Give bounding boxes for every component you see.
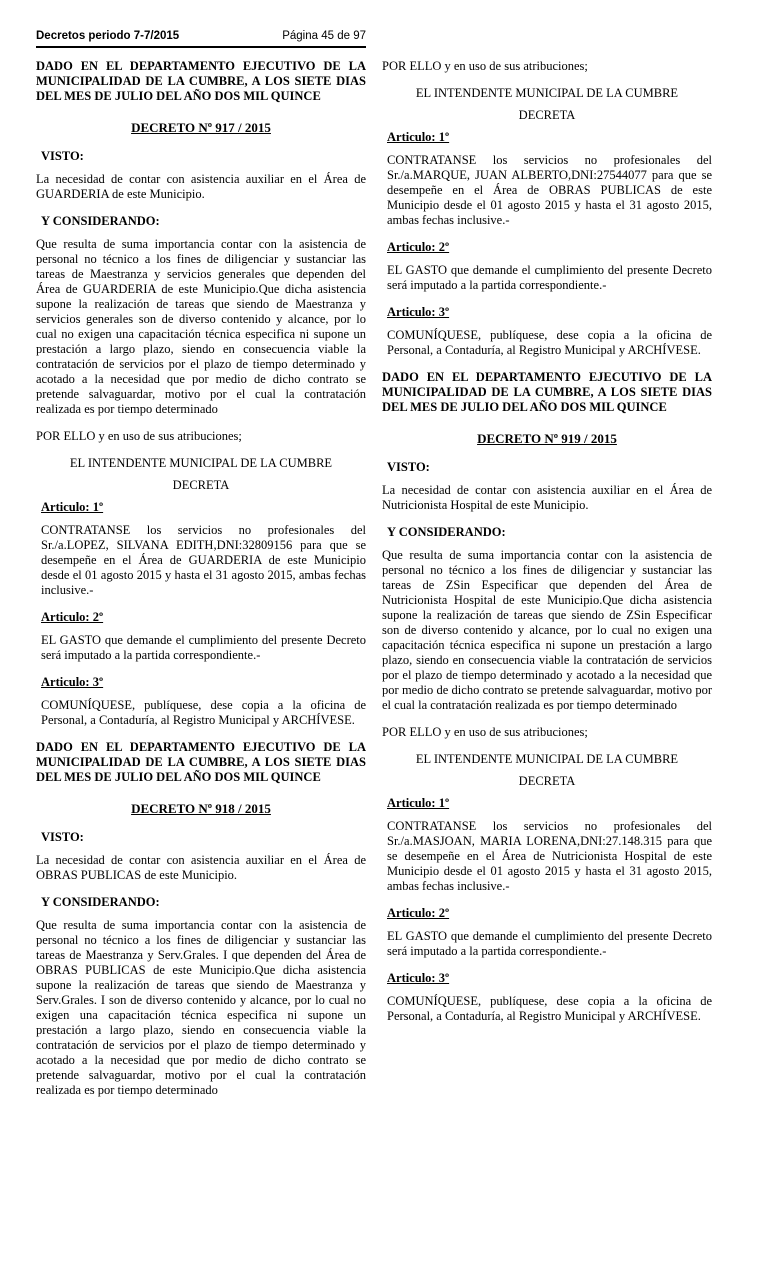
paragraph: CONTRATANSE los servicios no profesionales del Sr./a.LOPEZ, SILVANA EDITH,DNI:32809156 para que se desempeñe en el Área de GUARDERIA de este Municipio desde el 01 agosto 2015 y hasta el 31 agosto 2015, ambas fechas inclusive.- — [41, 523, 366, 597]
paragraph: EL GASTO que demande el cumplimiento del presente Decreto será imputado a la partida correspondiente.- — [41, 633, 366, 662]
paragraph: COMUNÍQUESE, publíquese, dese copia a la oficina de Personal, a Contaduría, al Registro Municipal y ARCHÍVESE. — [387, 328, 712, 357]
article-heading: Articulo: 3º — [387, 305, 450, 319]
article-heading: Articulo: 3º — [41, 675, 104, 689]
issuance-clause: DADO EN EL DEPARTAMENTO EJECUTIVO DE LA MUNICIPALIDAD DE LA CUMBRE, A LOS SIETE DIAS DEL MES DE JULIO DEL AÑO DOS MIL QUINCE — [36, 740, 366, 784]
section-label: VISTO: — [41, 149, 84, 163]
article-heading: Articulo: 2º — [41, 610, 104, 624]
paragraph: CONTRATANSE los servicios no profesionales del Sr./a.MARQUE, JUAN ALBERTO,DNI:27544077 para que se desempeñe en el Área de OBRAS PUBLICAS de este Municipio desde el 01 agosto 2015 y hasta el 31 agosto 2015, ambas fechas inclusive.- — [387, 153, 712, 227]
paragraph: EL GASTO que demande el cumplimiento del presente Decreto será imputado a la partida correspondiente.- — [387, 263, 712, 292]
paragraph: CONTRATANSE los servicios no profesionales del Sr./a.MASJOAN, MARIA LORENA,DNI:27.148.315 para que se desempeñe en el Área de Nutricionista Hospital de este Municipio desde el 01 agosto 2015 y hasta el 31 agosto 2015, ambas fechas inclusive.- — [387, 819, 712, 893]
paragraph: POR ELLO y en uso de sus atribuciones; — [36, 429, 242, 443]
paragraph: La necesidad de contar con asistencia auxiliar en el Área de GUARDERIA de este Municipio. — [36, 172, 366, 201]
decree-title: DECRETO Nº 917 / 2015 — [131, 120, 271, 135]
document-header-title: Decretos periodo 7-7/2015 — [36, 30, 180, 42]
decree-title: DECRETO Nº 918 / 2015 — [131, 801, 271, 816]
paragraph: La necesidad de contar con asistencia auxiliar en el Área de Nutricionista Hospital de este Municipio. — [382, 483, 712, 512]
page-header — [36, 30, 366, 48]
centered-line: EL INTENDENTE MUNICIPAL DE LA CUMBRE — [415, 752, 679, 766]
document-columns — [36, 59, 742, 1110]
paragraph: Que resulta de suma importancia contar con la asistencia de personal no técnico a los fines de diligenciar y sustanciar las tareas de Maestranza y Serv.Grales. I que dependen del Área de OBRAS PUBLICAS de este Municipio.Que dicha asistencia supone la realización de tareas que siendo de Maestranza y Serv.Grales. I son de diverso contenido y alcance, por lo cual no exigen una capacitación técnica especifica ni supone un prestación a largo plazo, siendo en consecuencia viable la contratación de servicios por el plazo de tiempo determinado y acotado a la necesidad que por medio de dicho contrato se pretende salvaguardar, motivo por el cual la contratación realizada es por tiempo determinado — [36, 918, 366, 1097]
issuance-clause: DADO EN EL DEPARTAMENTO EJECUTIVO DE LA MUNICIPALIDAD DE LA CUMBRE, A LOS SIETE DIAS DEL MES DE JULIO DEL AÑO DOS MIL QUINCE — [36, 59, 366, 103]
paragraph: COMUNÍQUESE, publíquese, dese copia a la oficina de Personal, a Contaduría, al Registro Municipal y ARCHÍVESE. — [387, 994, 712, 1023]
article-heading: Articulo: 1º — [387, 130, 450, 144]
page-number: Página 45 de 97 — [282, 30, 366, 42]
paragraph: POR ELLO y en uso de sus atribuciones; — [382, 59, 588, 73]
section-label: VISTO: — [41, 830, 84, 844]
article-heading: Articulo: 3º — [387, 971, 450, 985]
article-heading: Articulo: 2º — [387, 240, 450, 254]
article-heading: Articulo: 1º — [41, 500, 104, 514]
paragraph: La necesidad de contar con asistencia auxiliar en el Área de OBRAS PUBLICAS de este Municipio. — [36, 853, 366, 882]
centered-line: EL INTENDENTE MUNICIPAL DE LA CUMBRE — [415, 86, 679, 100]
paragraph: COMUNÍQUESE, publíquese, dese copia a la oficina de Personal, a Contaduría, al Registro Municipal y ARCHÍVESE. — [41, 698, 366, 727]
left-column — [36, 59, 366, 1110]
centered-line: DECRETA — [518, 774, 576, 788]
section-label: Y CONSIDERANDO: — [41, 214, 160, 228]
paragraph: Que resulta de suma importancia contar con la asistencia de personal no técnico a los fines de diligenciar y sustanciar las tareas de Maestranza y servicios generales que dependen del Área de GUARDERIA de este Municipio.Que dicha asistencia supone la realización de tareas que siendo de Maestranza y servicios generales son de diverso contenido y alcance, por lo cual no exigen una capacitación técnica especifica ni supone un prestación a largo plazo, siendo en consecuencia viable la contratación de servicios por el plazo de tiempo determinado y acotado a la necesidad que por medio de dicho contrato se pretende salvaguardar, motivo por el cual la contratación realizada es por tiempo determinado — [36, 237, 366, 416]
centered-line: DECRETA — [172, 478, 230, 492]
issuance-clause: DADO EN EL DEPARTAMENTO EJECUTIVO DE LA MUNICIPALIDAD DE LA CUMBRE, A LOS SIETE DIAS DEL MES DE JULIO DEL AÑO DOS MIL QUINCE — [382, 370, 712, 414]
paragraph: Que resulta de suma importancia contar con la asistencia de personal no técnico a los fines de diligenciar y sustanciar las tareas de ZSin Especificar que dependen del Área de Nutricionista Hospital de este Municipio.Que dicha asistencia supone la realización de tareas que siendo de ZSin Especificar son de diverso contenido y alcance, por lo cual no exigen una capacitación técnica especifica ni supone un prestación a largo plazo, siendo en consecuencia viable la contratación de servicios por el plazo de tiempo determinado y acotado a la necesidad que por medio de dicho contrato se pretende salvaguardar, motivo por el cual la contratación realizada es por tiempo determinado — [382, 548, 712, 712]
decree-title: DECRETO Nº 919 / 2015 — [477, 431, 617, 446]
paragraph: POR ELLO y en uso de sus atribuciones; — [382, 725, 588, 739]
right-column — [382, 59, 712, 1110]
section-label: Y CONSIDERANDO: — [387, 525, 506, 539]
paragraph: EL GASTO que demande el cumplimiento del presente Decreto será imputado a la partida correspondiente.- — [387, 929, 712, 958]
section-label: Y CONSIDERANDO: — [41, 895, 160, 909]
centered-line: EL INTENDENTE MUNICIPAL DE LA CUMBRE — [69, 456, 333, 470]
centered-line: DECRETA — [518, 108, 576, 122]
article-heading: Articulo: 2º — [387, 906, 450, 920]
article-heading: Articulo: 1º — [387, 796, 450, 810]
section-label: VISTO: — [387, 460, 430, 474]
